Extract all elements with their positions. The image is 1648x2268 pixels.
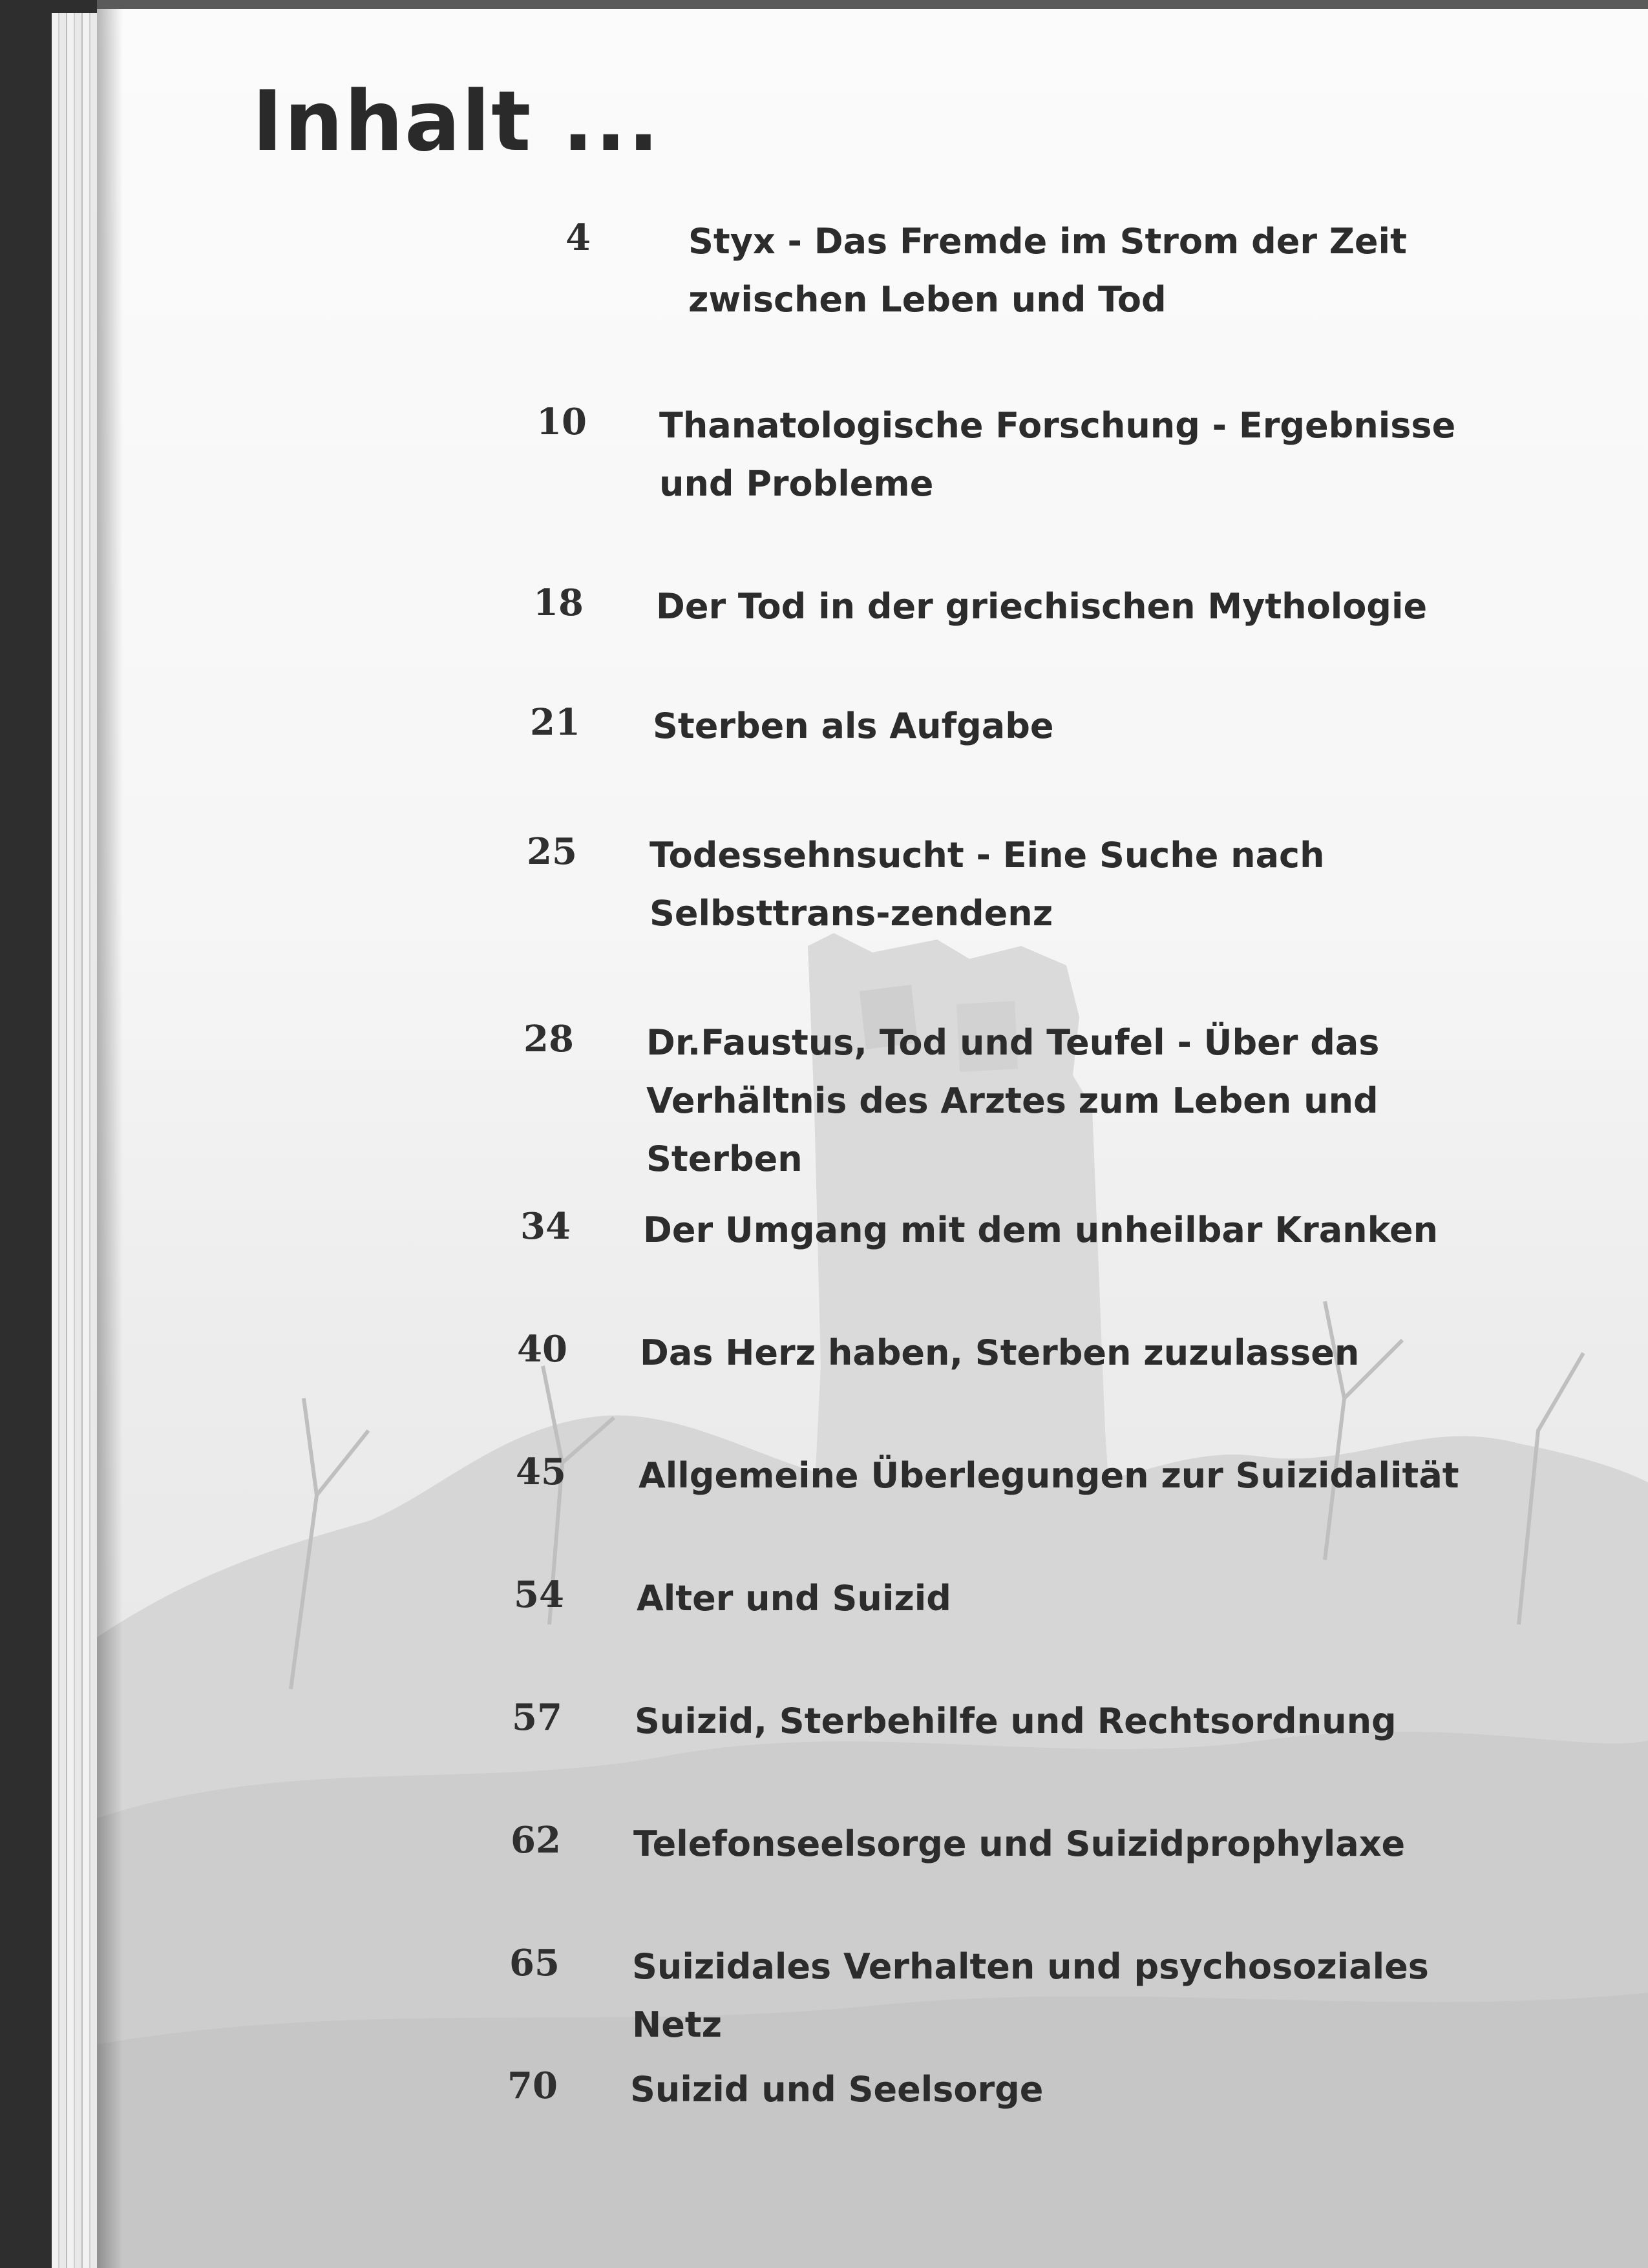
- toc-page-number: 25: [527, 830, 577, 873]
- toc-entry-title: Suizid und Seelsorge: [630, 2069, 1044, 2110]
- toc-page-number: 57: [512, 1696, 562, 1739]
- toc-page-number: 4: [565, 216, 591, 259]
- toc-entry-title: Der Umgang mit dem unheilbar Kranken: [643, 1210, 1439, 1250]
- toc-entry-title: Dr.Faustus, Tod und Teufel - Über das Verhältnis des Arztes zum Leben und Sterben: [646, 1022, 1380, 1179]
- toc-page-number: 65: [509, 1942, 560, 1984]
- toc-page-number: 21: [530, 701, 580, 744]
- toc-entry: [530, 697, 1506, 755]
- toc-entry-title: Allgemeine Überlegungen zur Suizidalität: [639, 1455, 1459, 1496]
- toc-page-number: 10: [536, 401, 587, 443]
- toc-page-number: 54: [514, 1573, 564, 1616]
- toc-entry-title: Thanatologische Forschung - Ergebnisse und Probleme: [659, 405, 1456, 504]
- toc-page-number: 70: [507, 2064, 558, 2107]
- toc-entry-title: Das Herz haben, Sterben zuzulassen: [640, 1332, 1360, 1373]
- toc-entry: [523, 1014, 1499, 1188]
- toc-entry-title: Todessehnsucht - Eine Suche nach Selbsttrans-zendenz: [650, 835, 1325, 934]
- toc-entry-title: Alter und Suizid: [637, 1578, 951, 1619]
- toc-page-number: 45: [516, 1451, 566, 1493]
- toc-entry: [509, 1938, 1485, 2054]
- toc-entry-title: Telefonseelsorge und Suizidprophylaxe: [633, 1823, 1406, 1864]
- toc-entry: [520, 1201, 1496, 1259]
- toc-page-number: 34: [520, 1205, 571, 1248]
- page-title: Inhalt ...: [252, 74, 660, 170]
- toc-entry: [533, 578, 1509, 636]
- toc-entry-title: Styx - Das Fremde im Strom der Zeit zwischen Leben und Tod: [688, 221, 1407, 320]
- toc-entry: [536, 397, 1512, 513]
- toc-entry: [511, 1815, 1486, 1873]
- table-of-contents: [97, 9, 1648, 2268]
- toc-entry-title: Suizid, Sterbehilfe und Rechtsordnung: [635, 1701, 1397, 1741]
- book-page: [97, 9, 1648, 2268]
- toc-entry: [507, 2061, 1483, 2119]
- toc-page-number: 28: [523, 1018, 574, 1060]
- toc-page-number: 40: [517, 1328, 567, 1370]
- toc-entry: [517, 1324, 1493, 1382]
- toc-entry-title: Der Tod in der griechischen Mythologie: [656, 586, 1428, 627]
- toc-entry: [512, 1692, 1488, 1750]
- toc-entry-title: Suizidales Verhalten und psychosoziales Netz: [632, 1946, 1429, 2045]
- toc-page-number: 18: [533, 582, 584, 624]
- toc-entry-title: Sterben als Aufgabe: [653, 706, 1054, 746]
- toc-page-number: 62: [511, 1819, 561, 1862]
- toc-entry: [514, 1570, 1490, 1628]
- toc-entry: [565, 213, 1541, 329]
- toc-entry: [516, 1447, 1492, 1505]
- toc-entry: [527, 826, 1503, 943]
